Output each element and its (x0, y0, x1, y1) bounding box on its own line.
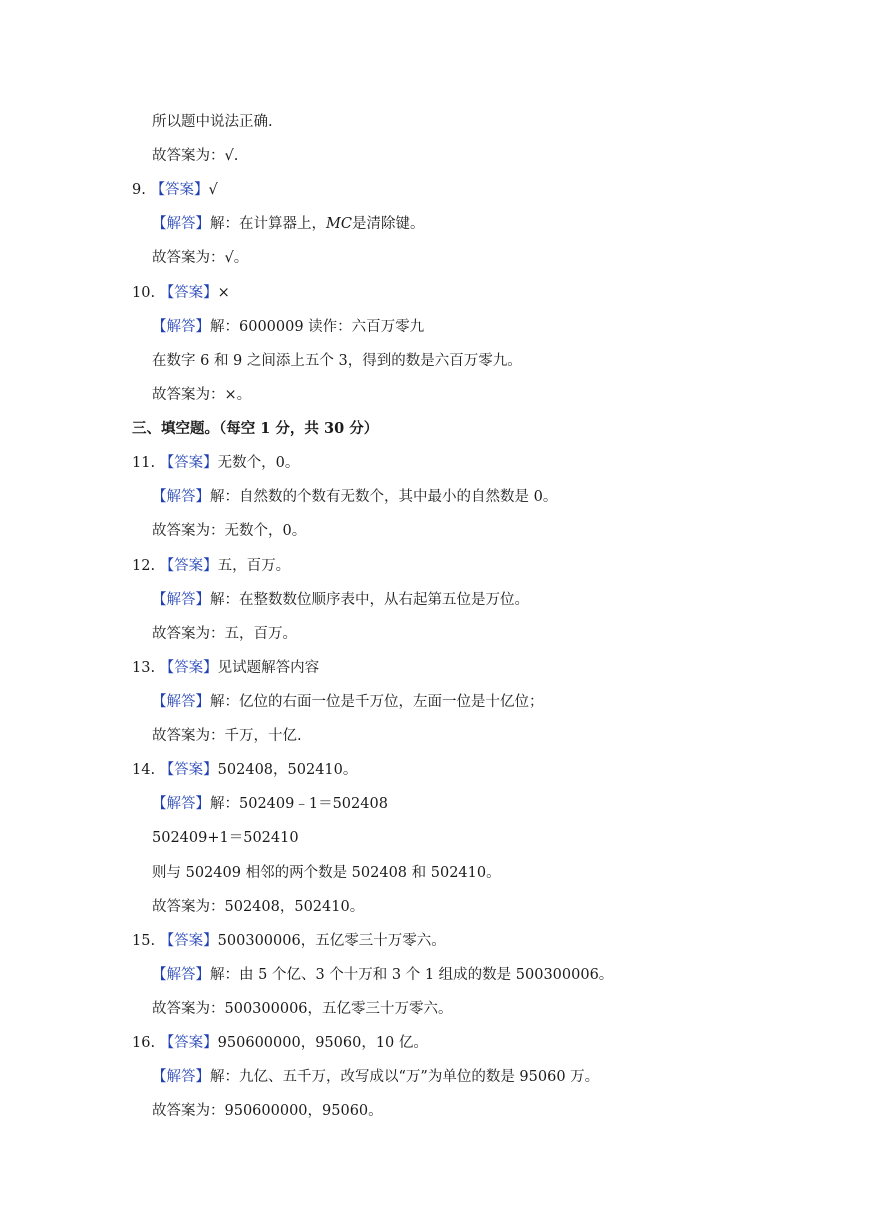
final-answer-line: 故答案为：无数个，0。 (152, 523, 307, 539)
question-12-answer (132, 556, 290, 576)
answer-text: 502408，502410。 (217, 762, 358, 778)
final-answer-line: 故答案为：×。 (152, 387, 252, 403)
final-answer-line: 故答案为：千万，十亿. (152, 728, 302, 744)
final-answer-line: 故答案为：950600000，95060。 (152, 1103, 383, 1119)
answer-tag: 【答案】 (159, 933, 218, 949)
mc-key-text: MC (326, 216, 352, 232)
solution-text: 解：在整数数位顺序表中，从右起第五位是万位。 (210, 592, 529, 608)
question-14-solution (152, 794, 388, 814)
solution-tag: 【解答】 (152, 592, 210, 608)
final-answer-line: 故答案为：500300006，五亿零三十万零六。 (152, 1001, 453, 1017)
question-9-solution (152, 214, 424, 234)
question-number: 9. (132, 182, 146, 198)
solution-text: 解：6000009 读作：六百万零九 (210, 319, 425, 335)
solution-text: 解：在计算器上， (210, 216, 326, 232)
solution-tag: 【解答】 (152, 216, 210, 232)
question-12-solution (152, 590, 529, 610)
answer-text: 500300006，五亿零三十万零六。 (217, 933, 446, 949)
solution-tag: 【解答】 (152, 489, 210, 505)
text-line: 所以题中说法正确. (152, 114, 273, 130)
solution-text: 解：亿位的右面一位是千万位，左面一位是十亿位； (210, 694, 544, 710)
answer-tag: 【答案】 (159, 1035, 218, 1051)
solution-tag: 【解答】 (152, 1069, 210, 1085)
answer-tag: 【答案】 (150, 182, 209, 198)
final-answer-line: 故答案为：502408，502410。 (152, 899, 365, 915)
question-9-answer (132, 180, 218, 200)
answer-text: 五，百万。 (217, 558, 291, 574)
solution-text: 解：自然数的个数有无数个，其中最小的自然数是 0。 (210, 489, 558, 505)
question-number: 11. (132, 455, 156, 471)
solution-tag: 【解答】 (152, 967, 210, 983)
question-13-solution (152, 692, 544, 712)
section-heading: 三、填空题。（每空 1 分，共 30 分） (132, 420, 379, 437)
question-number: 16. (132, 1035, 156, 1051)
text-line: 502409+1＝502410 (152, 830, 299, 846)
question-number: 14. (132, 762, 156, 778)
solution-text: 解：由 5 个亿、3 个十万和 3 个 1 组成的数是 500300006。 (210, 967, 614, 983)
answer-tag: 【答案】 (159, 285, 218, 301)
question-10-answer (132, 283, 230, 303)
final-answer-line: 故答案为：√. (152, 148, 239, 164)
answer-text: √ (208, 182, 218, 198)
answer-tag: 【答案】 (159, 660, 218, 676)
solution-text: 解：九亿、五千万，改写成以“万”为单位的数是 95060 万。 (210, 1069, 600, 1085)
answer-tag: 【答案】 (159, 455, 218, 471)
question-15-solution (152, 965, 613, 985)
text-line: 则与 502409 相邻的两个数是 502408 和 502410。 (152, 865, 501, 881)
question-14-answer (132, 760, 357, 780)
question-10-solution (152, 317, 424, 337)
answer-tag: 【答案】 (159, 762, 218, 778)
answer-text: 见试题解答内容 (217, 660, 320, 676)
question-number: 12. (132, 558, 156, 574)
solution-tag: 【解答】 (152, 796, 210, 812)
question-15-answer (132, 931, 446, 951)
final-answer-line: 故答案为：√。 (152, 250, 249, 266)
question-number: 13. (132, 660, 156, 676)
solution-tag: 【解答】 (152, 694, 210, 710)
question-number: 10. (132, 285, 156, 301)
question-11-answer (132, 453, 299, 473)
solution-text: 解：502409﹣1＝502408 (210, 796, 388, 812)
question-number: 15. (132, 933, 156, 949)
text-line: 在数字 6 和 9 之间添上五个 3，得到的数是六百万零九。 (152, 353, 522, 369)
answer-text: × (217, 285, 230, 301)
question-13-answer (132, 658, 319, 678)
question-11-solution (152, 487, 557, 507)
answer-text: 950600000，95060，10 亿。 (217, 1035, 428, 1051)
question-16-solution (152, 1067, 599, 1087)
answer-tag: 【答案】 (159, 558, 218, 574)
answer-text: 无数个，0。 (217, 455, 300, 471)
final-answer-line: 故答案为：五，百万。 (152, 626, 297, 642)
solution-tag: 【解答】 (152, 319, 210, 335)
question-16-answer (132, 1033, 428, 1053)
solution-text: 是清除键。 (351, 216, 425, 232)
